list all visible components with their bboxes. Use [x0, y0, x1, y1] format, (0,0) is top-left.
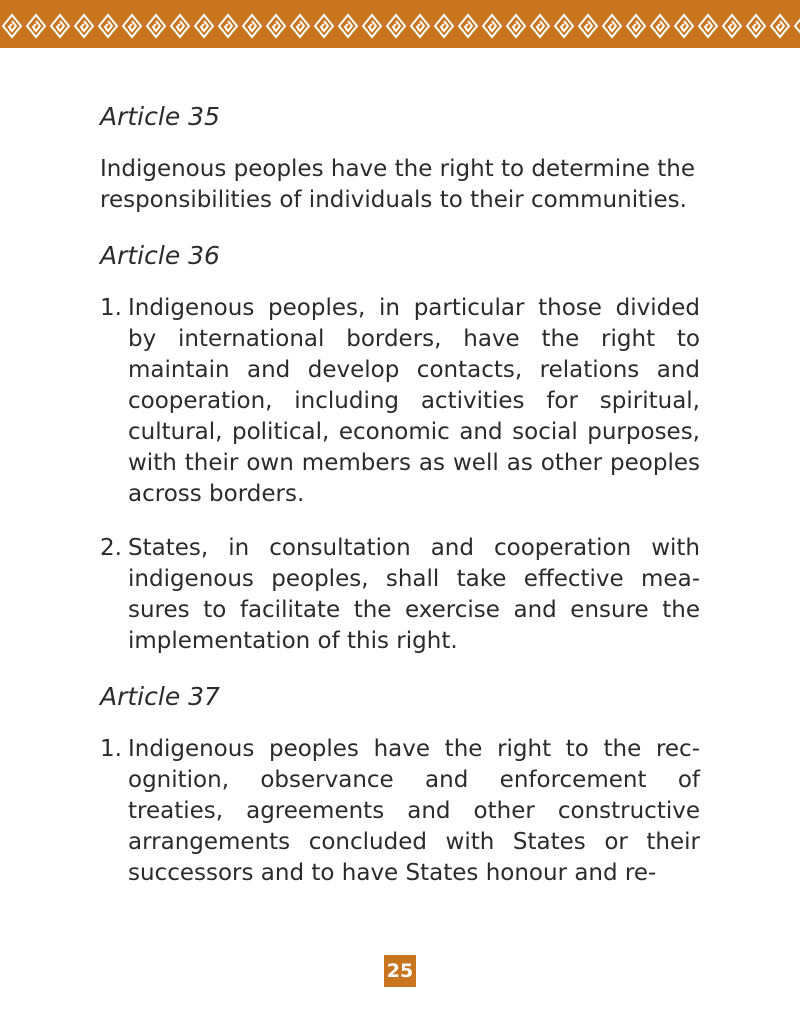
document-body — [100, 100, 700, 912]
list-item — [100, 734, 700, 889]
list-item-text: Indigenous peoples have the right to the recognition, observance and enforcement of treaties, agreements and other constructive arrangements concluded with States or their successors and to have States honour and re- — [128, 736, 700, 886]
diamond-spiral-border-pattern-icon — [0, 12, 800, 40]
list-item — [100, 533, 700, 657]
article-35-paragraph: Indigenous peoples have the right to determine the responsibilities of individuals to their communities. — [100, 156, 695, 213]
list-item-text: States, in consultation and cooperation with indigenous peoples, shall take effective measures to facilitate the exercise and ensure the implementation of this right. — [128, 535, 700, 654]
page-number: 25 — [384, 955, 416, 987]
article-35-title: Article 35 — [100, 102, 220, 131]
article-36-title: Article 36 — [100, 241, 220, 270]
list-item — [100, 293, 700, 510]
article-36-list — [100, 293, 700, 657]
list-item-text: Indigenous peoples, in particular those divided by international borders, have the right to maintain and develop contacts, relations and cooperation, including activities for spiritual, cultural, political, economic and social purposes, with their own members as well as other peoples across borders. — [128, 295, 700, 507]
list-item-number: 2. — [100, 535, 122, 561]
list-item-number: 1. — [100, 295, 122, 321]
article-37-title: Article 37 — [100, 682, 220, 711]
list-item-number: 1. — [100, 736, 122, 762]
article-37-list — [100, 734, 700, 889]
header-band — [0, 0, 800, 48]
